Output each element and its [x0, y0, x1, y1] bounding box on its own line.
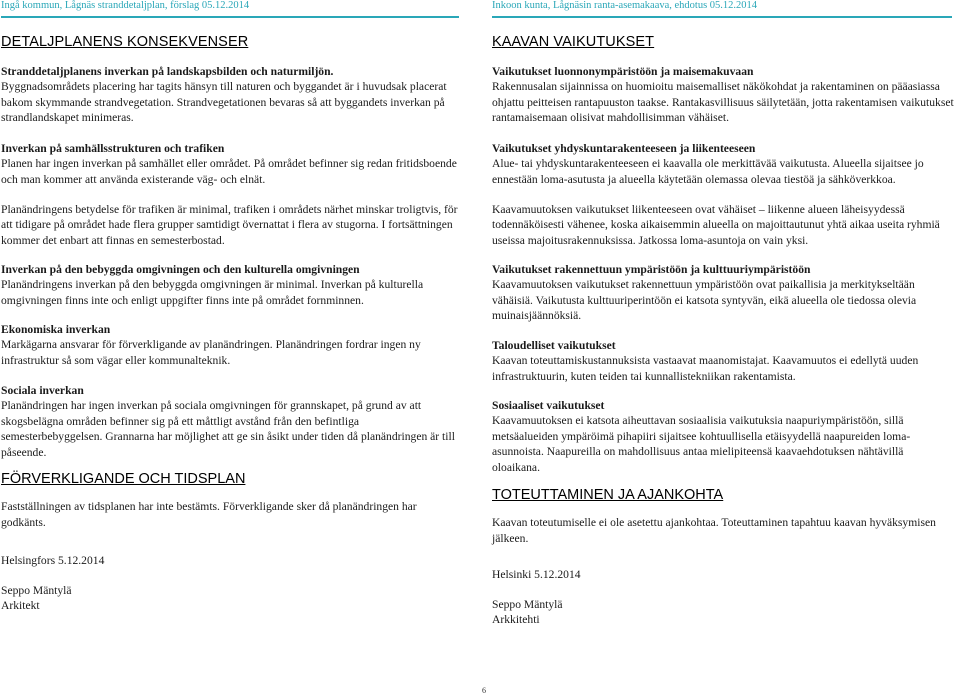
section-title: Sosiaaliset vaikutukset [492, 399, 605, 412]
section-body: Kaavamuutoksen vaikutukset rakennettuun ympäristöön ovat paikallisia ja merkitykseltään vähäisiä. Vaikutusta kulttuuriperintöön ei katsota syntyvän, eikä alueella ole tiedossa olevia muinaisjäännöksiä. [492, 278, 917, 323]
implementation-body: Fastställningen av tidsplanen har inte bestämts. Förverkligande sker då planändringen har godkänts. [1, 500, 417, 529]
section-economic [1, 322, 461, 368]
section-built-environment [1, 262, 469, 308]
column-finnish [492, 0, 952, 18]
place-date: Helsinki 5.12.2014 [492, 568, 581, 581]
section-title: Stranddetaljplanens inverkan på landskapsbilden och naturmiljön. [1, 65, 334, 78]
sub-heading: TOTEUTTAMINEN JA AJANKOHTA [492, 487, 724, 503]
section-title: Vaikutukset yhdyskuntarakenteeseen ja liikenteeseen [492, 142, 756, 155]
section-built-environment [492, 262, 954, 324]
section-landscape [492, 64, 954, 126]
section-social [492, 398, 954, 475]
section-body: Markägarna ansvarar för förverkligande av planändringen. Planändringen fordrar ingen ny infrastruktur så som vägar eller kommunalteknik. [1, 338, 421, 367]
implementation-body: Kaavan toteutumiselle ei ole asetettu ajankohtaa. Toteuttaminen tapahtuu kaavan hyväksymisen jälkeen. [492, 516, 936, 545]
section-economic [492, 338, 954, 384]
implementation-section [1, 472, 461, 530]
section-title: Ekonomiska inverkan [1, 323, 111, 336]
section-body: Planändringens inverkan på den bebyggda omgivningen är minimal. Inverkan på kulturella omgivningen finns inte och enligt uppgifter finns inte på området fornminnen. [1, 278, 424, 307]
section-body: Planändringen har ingen inverkan på sociala omgivningen för grannskapet, på grund av att skogsbelägna områden befinner sig på ett måttligt avstånd från den befintliga semesterbebyggelsen. Grannarna har möjlighet att ge sin åsikt under tiden då planändringen är till påseende. [1, 399, 455, 459]
place-date: Helsingfors 5.12.2014 [1, 554, 105, 567]
signer-name: Seppo Mäntylä [492, 598, 563, 611]
section-traffic [492, 141, 954, 187]
section-body: Byggnadsområdets placering har tagits hänsyn till naturen och byggandet är i huvudsak placerat bakom skymmande strandvegetation. Strandvegetationen bevaras så att byggandets inverkan på strandlandskapet minimeras. [1, 80, 447, 125]
section-body: Kaavamuutoksen ei katsota aiheuttavan sosiaalisia vaikutuksia naapuriympäristöön, sillä metsäalueiden ympäröimä pihapiiri sijaitsee kohtuullisella etäisyydellä naapureiden loma-asunnoista. Naapureilla on mahdollisuus antaa mielipiteensä kaavaehdotuksen nähtävillä oloaikana. [492, 414, 911, 474]
sub-heading: FÖRVERKLIGANDE OCH TIDSPLAN [1, 471, 246, 487]
section-title: Taloudelliset vaikutukset [492, 339, 616, 352]
section-heading: KAAVAN VAIKUTUKSET [492, 34, 655, 50]
column-swedish [1, 0, 459, 18]
section-body: Kaavamuutoksen vaikutukset liikenteeseen ovat vähäiset – liikenne alueen läheisyydessä todennäköisesti vähenee, koska aikaisemmin alueella on majoittautunut yhtä aikaa useita ryhmiä useissa majoitusrakennuksissa. Jatkossa loma-asuntoja on vain yksi. [492, 203, 940, 247]
section-heading: DETALJPLANENS KONSEKVENSER [1, 34, 249, 50]
section-traffic-detail [1, 202, 471, 248]
implementation-section [492, 488, 954, 546]
header-rule [492, 16, 952, 18]
section-title: Vaikutukset luonnonympäristöön ja maisemakuvaan [492, 65, 754, 78]
section-traffic-detail [492, 202, 954, 248]
signer-title: Arkkitehti [492, 613, 540, 627]
section-body: Alue- tai yhdyskuntarakenteeseen ei kaavalla ole merkittävää vaikutusta. Alueella sijaitsee jo ennestään loma-asutusta ja alueella käytetään olemassa olevaa tiestöä ja sähköverkkoa. [492, 157, 924, 186]
section-title: Inverkan på den bebyggda omgivningen och den kulturella omgivningen [1, 263, 360, 276]
section-traffic [1, 141, 459, 187]
header-rule [1, 16, 459, 18]
section-body: Rakennusalan sijainnissa on huomioitu maisemalliset näkökohdat ja rakentaminen on pääasiassa ohjattu peitteisen rantapuuston taakse. Rantakasvillisuus säilytetään, jotta rakentamisen vaikutukset rantamaisemaan olisivat mahdollisimman vähäiset. [492, 80, 954, 125]
running-header: Inkoon kunta, Lågnäsin ranta-asemakaava, ehdotus 05.12.2014 [492, 0, 758, 11]
page-number: 6 [482, 686, 486, 695]
section-body: Planändringens betydelse för trafiken är minimal, trafiken i områdets närhet minskar troligtvis, för att tidigare på området hade flera grupper samtidigt övernattat i flera av stugorna. I fortsättningen kommer det enbart att finnas en semesterbostad. [1, 203, 458, 247]
signer-title: Arkitekt [1, 599, 40, 613]
section-social [1, 383, 461, 460]
section-body: Planen har ingen inverkan på samhället eller området. På området befinner sig redan fritidsboende och man kommer att använda existerande väg- och elnät. [1, 157, 457, 186]
section-title: Vaikutukset rakennettuun ympäristöön ja kulttuuriympäristöön [492, 263, 811, 276]
signer-name: Seppo Mäntylä [1, 584, 72, 597]
section-body: Kaavan toteuttamiskustannuksista vastaavat maanomistajat. Kaavamuutos ei edellytä uuden infrastruktuurin, kuten teiden tai kunnallistekniikan rakentamista. [492, 354, 919, 383]
section-title: Sociala inverkan [1, 384, 84, 397]
section-landscape [1, 64, 461, 126]
signature-block [1, 583, 72, 614]
signature-block [492, 597, 563, 628]
section-title: Inverkan på samhällsstrukturen och trafiken [1, 142, 225, 155]
running-header: Ingå kommun, Lågnäs stranddetaljplan, förslag 05.12.2014 [1, 0, 250, 11]
